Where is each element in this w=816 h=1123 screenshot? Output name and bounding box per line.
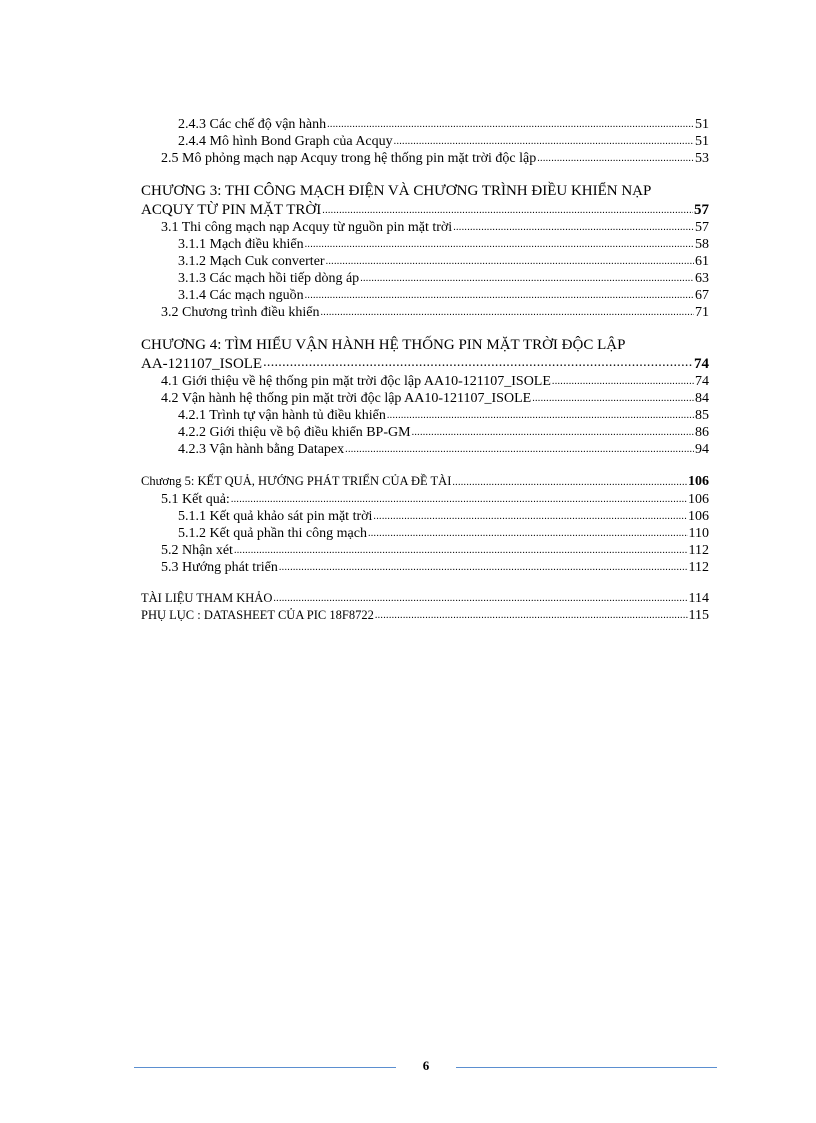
toc-entry bbox=[141, 253, 709, 270]
toc-entry-title: 3.1.2 Mạch Cuk converter bbox=[178, 254, 325, 269]
toc-entry-title: Chương 5: KẾT QUẢ, HƯỚNG PHÁT TRIỂN CỦA ĐỀ TÀI bbox=[141, 474, 452, 488]
toc-entry-title: 4.1 Giới thiệu về hệ thống pin mặt trời độc lập AA10-121107_ISOLE bbox=[161, 374, 551, 389]
chapter-3-block bbox=[141, 181, 709, 321]
toc-entry-title: 2.4.3 Các chế độ vận hành bbox=[178, 117, 327, 132]
toc-entry-title: 3.1.4 Các mạch nguồn bbox=[178, 288, 304, 303]
toc-entry bbox=[141, 373, 709, 390]
toc-entry-title: AA-121107_ISOLE bbox=[141, 356, 263, 372]
toc-entry-title: ACQUY TỪ PIN MẶT TRỜI bbox=[141, 202, 322, 218]
chapter-5-title bbox=[141, 472, 709, 491]
toc-entry-title: 3.1 Thi công mạch nạp Acquy từ nguồn pin mặt trời bbox=[161, 220, 453, 235]
toc-entry-page: 114 bbox=[688, 591, 709, 606]
toc-entry-page: 57 bbox=[695, 220, 709, 235]
toc-leader-dots bbox=[326, 256, 694, 268]
toc-entry bbox=[141, 236, 709, 253]
toc-entry-page: 94 bbox=[695, 442, 709, 457]
toc-entry bbox=[141, 441, 709, 458]
toc-entry-page: 112 bbox=[688, 560, 709, 575]
toc-leader-dots bbox=[394, 136, 694, 148]
toc-entry-title: 5.1 Kết quả: bbox=[161, 492, 230, 507]
toc-leader-dots bbox=[452, 477, 687, 489]
footer-rule-right bbox=[456, 1067, 717, 1068]
toc-leader-dots bbox=[373, 511, 687, 523]
footer-rule-left bbox=[134, 1067, 396, 1068]
toc-leader-dots bbox=[532, 393, 694, 405]
toc-leader-dots bbox=[387, 410, 694, 422]
toc-entry-appendix bbox=[141, 607, 709, 624]
toc-leader-dots bbox=[320, 307, 694, 319]
toc-leader-dots bbox=[375, 610, 688, 622]
toc-entry-page: 58 bbox=[695, 237, 709, 252]
toc-entry-page: 57 bbox=[694, 202, 709, 218]
toc-entry-title: 5.2 Nhận xét bbox=[161, 543, 233, 558]
toc-entry bbox=[141, 219, 709, 236]
toc-entry-page: 86 bbox=[695, 425, 709, 440]
toc-entry-title: 5.3 Hướng phát triển bbox=[161, 560, 278, 575]
chapter-5-block bbox=[141, 472, 709, 576]
toc-entry bbox=[141, 508, 709, 525]
toc-entry-title: 5.1.2 Kết quả phần thi công mạch bbox=[178, 526, 367, 541]
toc-entry-page: 106 bbox=[688, 474, 709, 489]
page-number: 6 bbox=[422, 1058, 430, 1073]
toc-leader-dots bbox=[368, 528, 688, 540]
toc-entry-page: 74 bbox=[694, 356, 709, 372]
toc-leader-dots bbox=[231, 494, 687, 506]
toc-entry-title: 4.2.1 Trình tự vận hành tủ điều khiển bbox=[178, 408, 386, 423]
chapter-4-block bbox=[141, 335, 709, 458]
toc-leader-dots bbox=[322, 205, 693, 217]
toc-entry-page: 110 bbox=[688, 526, 709, 541]
toc-leader-dots bbox=[327, 119, 694, 131]
toc-entry-page: 51 bbox=[695, 134, 709, 149]
toc-leader-dots bbox=[234, 545, 688, 557]
toc-leader-dots bbox=[453, 222, 694, 234]
toc-entry-page: 63 bbox=[695, 271, 709, 286]
toc-entry-page: 71 bbox=[695, 305, 709, 320]
toc-leader-dots bbox=[279, 562, 688, 574]
appendix-block bbox=[141, 590, 709, 624]
toc-leader-dots bbox=[412, 427, 694, 439]
toc-entry-title: 5.1.1 Kết quả khảo sát pin mặt trời bbox=[178, 509, 373, 524]
toc-entry-page: 112 bbox=[688, 543, 709, 558]
toc-entry bbox=[141, 287, 709, 304]
toc-entry bbox=[141, 525, 709, 542]
toc-entry-page: 115 bbox=[688, 608, 709, 623]
toc-entry bbox=[141, 424, 709, 441]
toc-leader-dots bbox=[305, 290, 694, 302]
toc-entry-title: 2.5 Mô phỏng mạch nạp Acquy trong hệ thống pin mặt trời độc lập bbox=[161, 151, 537, 166]
toc-entry-title: 3.2 Chương trình điều khiển bbox=[161, 305, 320, 320]
toc-entry bbox=[141, 270, 709, 287]
chapter-3-title-line1: CHƯƠNG 3: THI CÔNG MẠCH ĐIỆN VÀ CHƯƠNG TRÌNH ĐIỀU KHIỂN NẠP bbox=[141, 183, 652, 199]
toc-entry-title: PHỤ LỤC : DATASHEET CỦA PIC 18F8722 bbox=[141, 608, 374, 622]
toc-leader-dots bbox=[263, 355, 693, 371]
toc-entry bbox=[141, 304, 709, 321]
toc-entry-page: 106 bbox=[688, 509, 709, 524]
toc-entry-page: 51 bbox=[695, 117, 709, 132]
toc-entry-title: 4.2.2 Giới thiệu về bộ điều khiển BP-GM bbox=[178, 425, 411, 440]
toc-entry-title: 3.1.1 Mạch điều khiển bbox=[178, 237, 304, 252]
toc-entry bbox=[141, 407, 709, 424]
toc-entry bbox=[141, 150, 709, 167]
toc-entry-page: 85 bbox=[695, 408, 709, 423]
table-of-contents bbox=[141, 116, 709, 624]
toc-entry-references bbox=[141, 590, 709, 607]
toc-entry-title: TÀI LIỆU THAM KHẢO bbox=[141, 591, 273, 605]
toc-entry-page: 84 bbox=[695, 391, 709, 406]
toc-entry-title: 2.4.4 Mô hình Bond Graph của Acquy bbox=[178, 134, 393, 149]
toc-leader-dots bbox=[552, 376, 694, 388]
toc-leader-dots bbox=[273, 593, 687, 605]
toc-entry bbox=[141, 390, 709, 407]
toc-entry bbox=[141, 542, 709, 559]
toc-entry-page: 53 bbox=[695, 151, 709, 166]
toc-leader-dots bbox=[360, 273, 694, 285]
toc-leader-dots bbox=[345, 444, 694, 456]
toc-entry-page: 67 bbox=[695, 288, 709, 303]
chapter-4-title-line2 bbox=[141, 355, 709, 373]
toc-entry bbox=[141, 133, 709, 150]
toc-entry-title: 4.2 Vận hành hệ thống pin mặt trời độc lập AA10-121107_ISOLE bbox=[161, 391, 532, 406]
toc-entry-page: 106 bbox=[688, 492, 709, 507]
toc-entry bbox=[141, 491, 709, 508]
toc-leader-dots bbox=[537, 153, 694, 165]
toc-entry-page: 61 bbox=[695, 254, 709, 269]
toc-entry bbox=[141, 116, 709, 133]
chapter-4-title-line1: CHƯƠNG 4: TÌM HIỂU VẬN HÀNH HỆ THỐNG PIN MẶT TRỜI ĐỘC LẬP bbox=[141, 337, 626, 353]
toc-entry-title: 3.1.3 Các mạch hồi tiếp dòng áp bbox=[178, 271, 360, 286]
toc-leader-dots bbox=[305, 239, 694, 251]
toc-entry-page: 74 bbox=[695, 374, 709, 389]
chapter-3-title-line2 bbox=[141, 201, 709, 219]
toc-entry-title: 4.2.3 Vận hành bằng Datapex bbox=[178, 442, 345, 457]
toc-entry bbox=[141, 559, 709, 576]
